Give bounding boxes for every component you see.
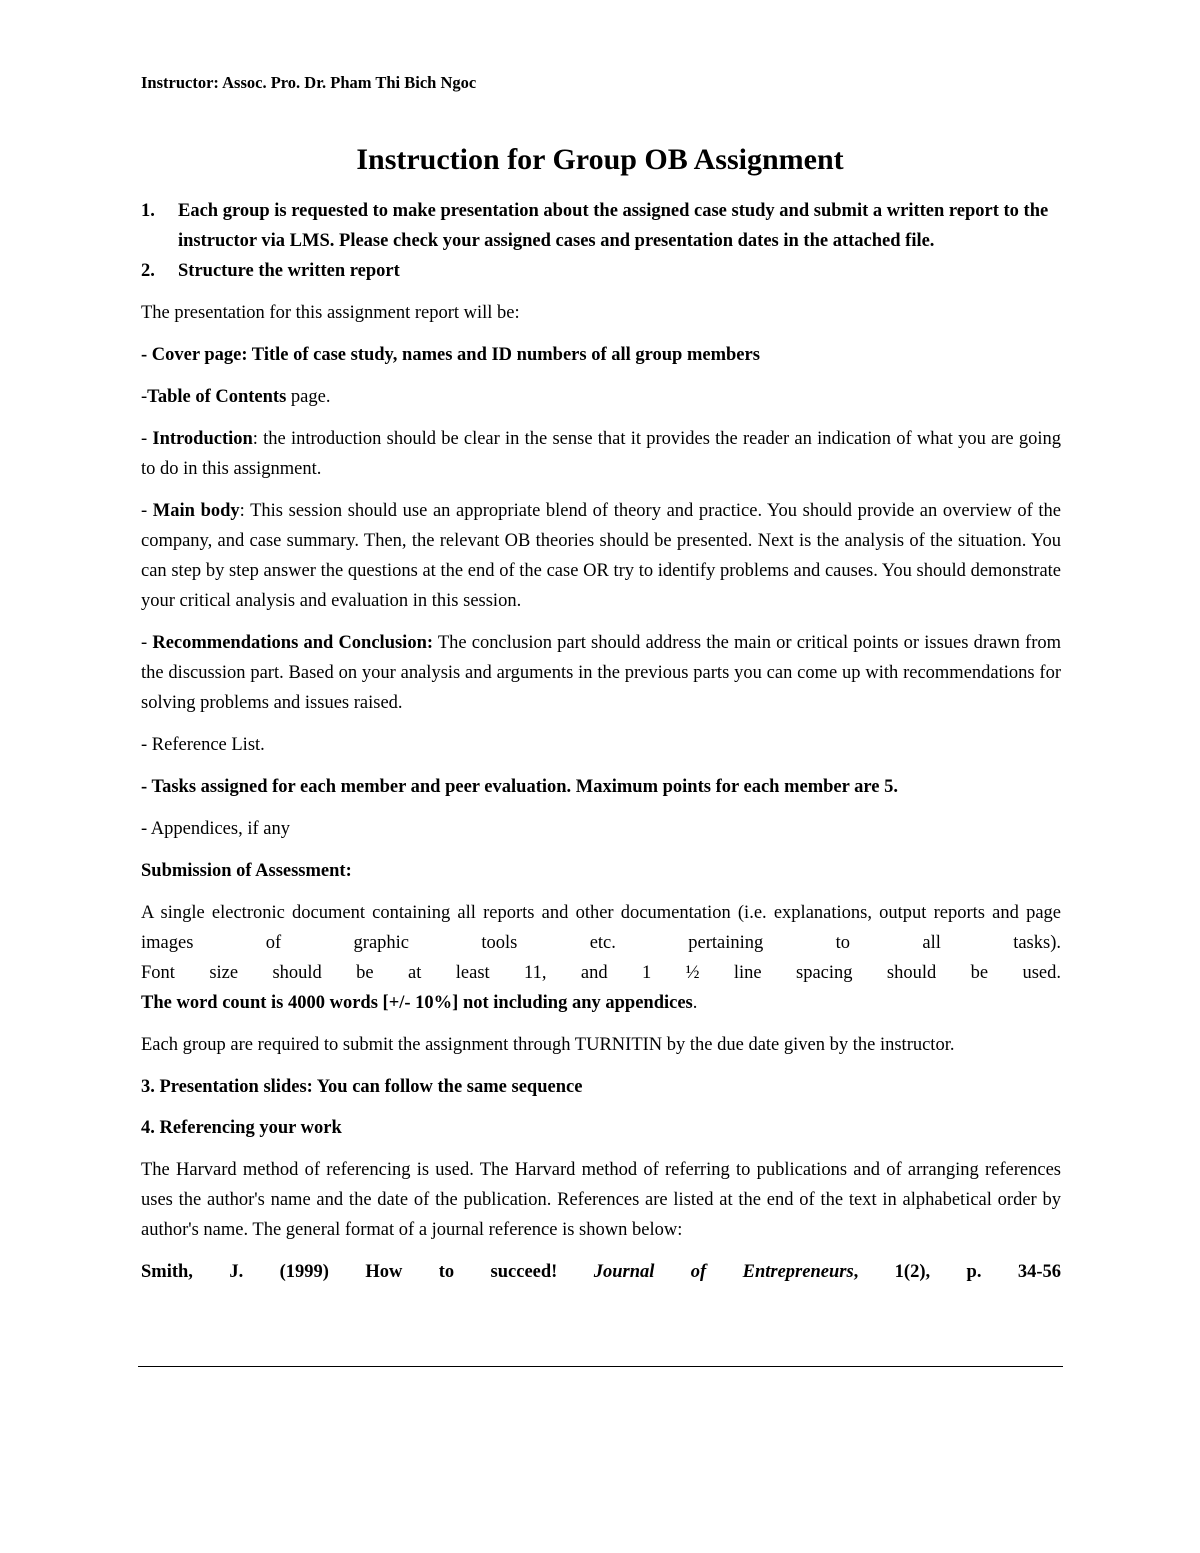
document-body [141,196,1061,1287]
toc-rest: page. [286,387,331,407]
turnitin-paragraph: Each group are required to submit the assignment through TURNITIN by the due date given by the instructor. [141,1035,955,1055]
submission-heading-text: Submission of Assessment: [141,861,352,881]
word-count-end: . [692,993,698,1013]
list-item [141,256,1061,286]
list-item-text: Structure the written report [178,261,400,281]
list-item-text: Each group is requested to make presentation about the assigned case study and submit a written report to the instructor via LMS. Please check your assigned cases and presentation dates in the attached file. [178,201,1049,251]
recommendations-text: The conclusion part should address the main or critical points or issues drawn from the discussion part. Based on your analysis and arguments in the previous parts you can come up with recommendations for solving problems and issues raised. [141,633,1061,713]
toc-item [141,382,1061,412]
cover-page-item [141,340,1061,370]
referencing-paragraph: The Harvard method of referencing is used. The Harvard method of referring to publications and of arranging references uses the author's name and the date of the publication. References are listed at the end of the text in alphabetical order by author's name. The general format of a journal reference is shown below: [141,1160,1061,1240]
word-count-line [141,988,1061,1018]
main-body-label: Main body [152,501,240,521]
main-body-prefix: - [141,501,153,521]
submission-line-1: A single electronic document containing all reports and other documentation (i.e. explanations, output reports and page images of graphic tools etc. pertaining to all tasks). [141,903,1061,953]
introduction-item [141,424,1061,484]
list-item [141,196,1061,256]
introduction-label: Introduction [152,429,253,449]
recommendations-prefix: - [141,633,153,653]
referencing-heading-text: 4. Referencing your work [141,1118,342,1138]
presentation-heading [141,1072,1061,1102]
submission-line-2: Font size should be at least 11, and 1 ½ line spacing should be used. [141,963,1061,983]
list-item-number: 2. [141,261,155,281]
intro-paragraph: The presentation for this assignment report will be: [141,303,520,323]
main-body-text: : This session should use an appropriate blend of theory and practice. You should provide an overview of the company, and case summary. Then, the relevant OB theories should be presented. Next is the analysis of the situation. You can step by step answer the questions at the end of the case OR try to identify problems and causes. You should demonstrate your critical analysis and evaluation in this session. [141,501,1061,611]
introduction-prefix: - [141,429,153,449]
instructor-header: Instructor: Assoc. Pro. Dr. Pham Thi Bich Ngoc [141,73,477,92]
toc-prefix: - [141,387,148,407]
reference-example-author: Smith, J. (1999) How to succeed! [141,1262,558,1282]
reference-example [141,1257,1061,1287]
word-count-text: The word count is 4000 words [+/- 10%] not including any appendices [141,993,693,1013]
tasks-text: - Tasks assigned for each member and peer evaluation. Maximum points for each member are 5. [141,777,898,797]
reference-example-rest: , 1(2), p. 34-56 [853,1262,1062,1282]
submission-block [141,898,1061,1018]
introduction-text: : the introduction should be clear in the sense that it provides the reader an indication of what you are going to do in this assignment. [141,429,1061,479]
list-item-number: 1. [141,201,155,221]
tasks-item [141,772,1061,802]
recommendations-label: Recommendations and Conclusion: [152,633,434,653]
presentation-heading-text: 3. Presentation slides: You can follow the same sequence [141,1077,583,1097]
submission-heading [141,856,1061,886]
appendices-item: - Appendices, if any [141,819,290,839]
reference-example-journal: Journal of Entrepreneurs [593,1262,854,1282]
toc-label: Table of Contents [147,387,287,407]
recommendations-item [141,628,1061,718]
reference-list-item: - Reference List. [141,735,265,755]
footer-divider [138,1366,1063,1367]
page-title: Instruction for Group OB Assignment [356,143,844,176]
main-body-item [141,496,1061,616]
cover-page-text: - Cover page: Title of case study, names and ID numbers of all group members [141,345,760,365]
referencing-heading [141,1113,1061,1143]
